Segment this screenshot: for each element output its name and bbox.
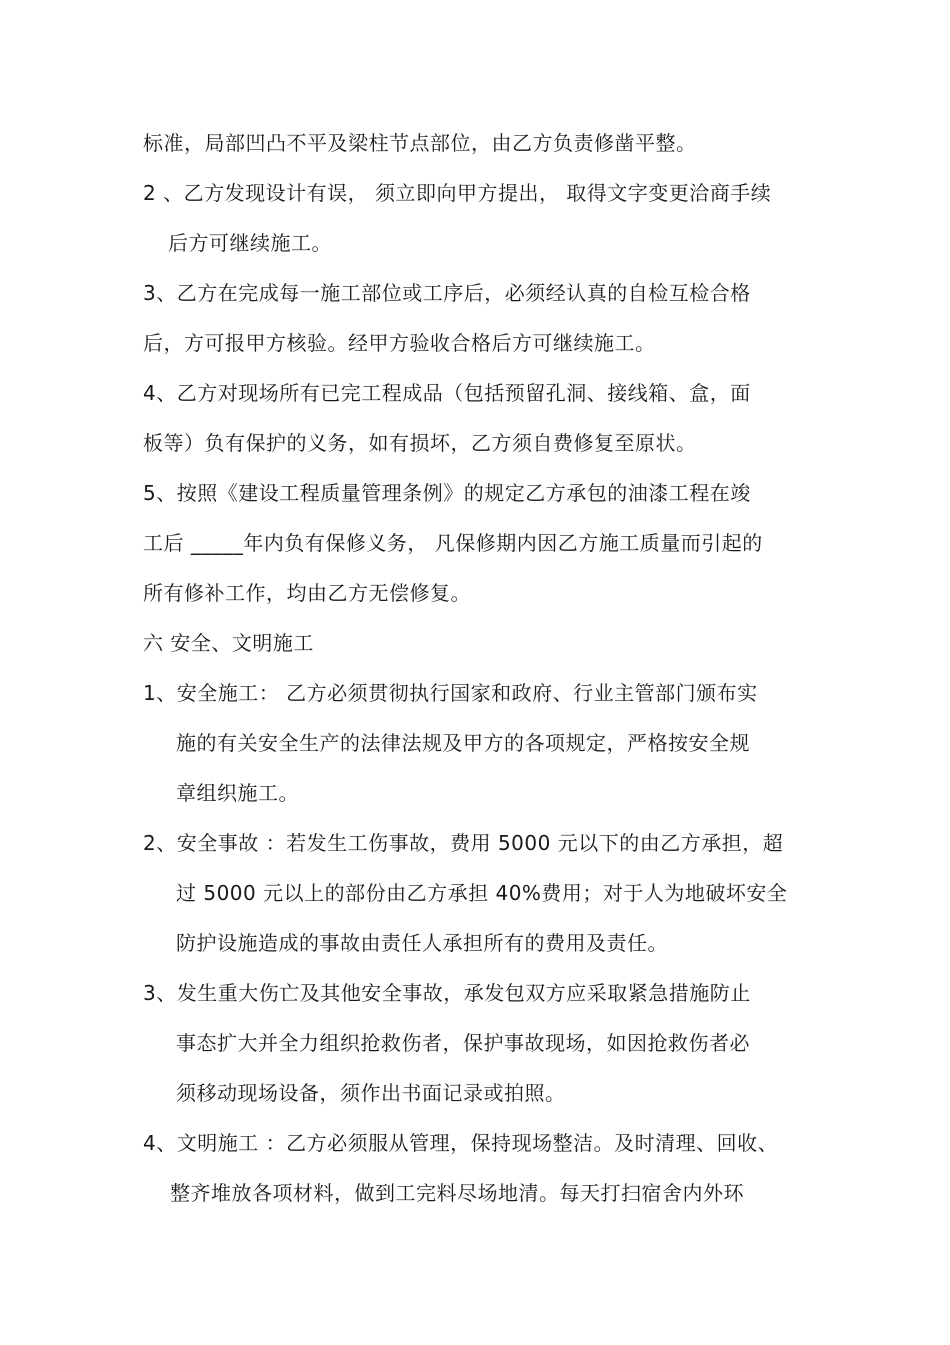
text-line: 2 、乙方发现设计有误， 须立即向甲方提出， 取得文字变更洽商手续 xyxy=(143,181,772,205)
section-heading: 六 安全、文明施工 xyxy=(143,631,314,655)
text-line: 施的有关安全生产的法律法规及甲方的各项规定，严格按安全规 xyxy=(176,731,750,755)
text-line: 工后 _____年内负有保修义务， 凡保修期内因乙方施工质量而引起的 xyxy=(143,531,763,555)
text-line: 5、按照《建设工程质量管理条例》的规定乙方承包的油漆工程在竣 xyxy=(143,481,751,505)
text-line: 4、乙方对现场所有已完工程成品（包括预留孔洞、接线箱、盒，面 xyxy=(143,381,751,405)
text-line: 3、发生重大伤亡及其他安全事故，承发包双方应采取紧急措施防止 xyxy=(143,981,751,1005)
text-line: 章组织施工。 xyxy=(176,781,299,805)
text-line: 后，方可报甲方核验。经甲方验收合格后方可继续施工。 xyxy=(143,331,656,355)
text-line: 标准，局部凹凸不平及梁柱节点部位，由乙方负责修凿平整。 xyxy=(143,131,697,155)
text-line: 整齐堆放各项材料，做到工完料尽场地清。每天打扫宿舍内外环 xyxy=(170,1181,744,1205)
text-line: 事态扩大并全力组织抢救伤者，保护事故现场，如因抢救伤者必 xyxy=(176,1031,750,1055)
text-line: 须移动现场设备，须作出书面记录或拍照。 xyxy=(176,1081,566,1105)
text-line: 3、乙方在完成每一施工部位或工序后，必须经认真的自检互检合格 xyxy=(143,281,751,305)
text-line: 后方可继续施工。 xyxy=(168,231,332,255)
text-line: 4、文明施工 ：乙方必须服从管理，保持现场整洁。及时清理、回收、 xyxy=(143,1131,779,1155)
text-line: 2、安全事故 ：若发生工伤事故，费用 5000 元以下的由乙方承担，超 xyxy=(143,831,784,855)
text-line: 板等）负有保护的义务，如有损坏，乙方须自费修复至原状。 xyxy=(143,431,697,455)
text-line: 所有修补工作，均由乙方无偿修复。 xyxy=(143,581,471,605)
text-line: 1、安全施工： 乙方必须贯彻执行国家和政府、行业主管部门颁布实 xyxy=(143,681,758,705)
text-line: 过 5000 元以上的部份由乙方承担 40%费用；对于人为地破坏安全 xyxy=(176,881,788,905)
text-line: 防护设施造成的事故由责任人承担所有的费用及责任。 xyxy=(176,931,668,955)
